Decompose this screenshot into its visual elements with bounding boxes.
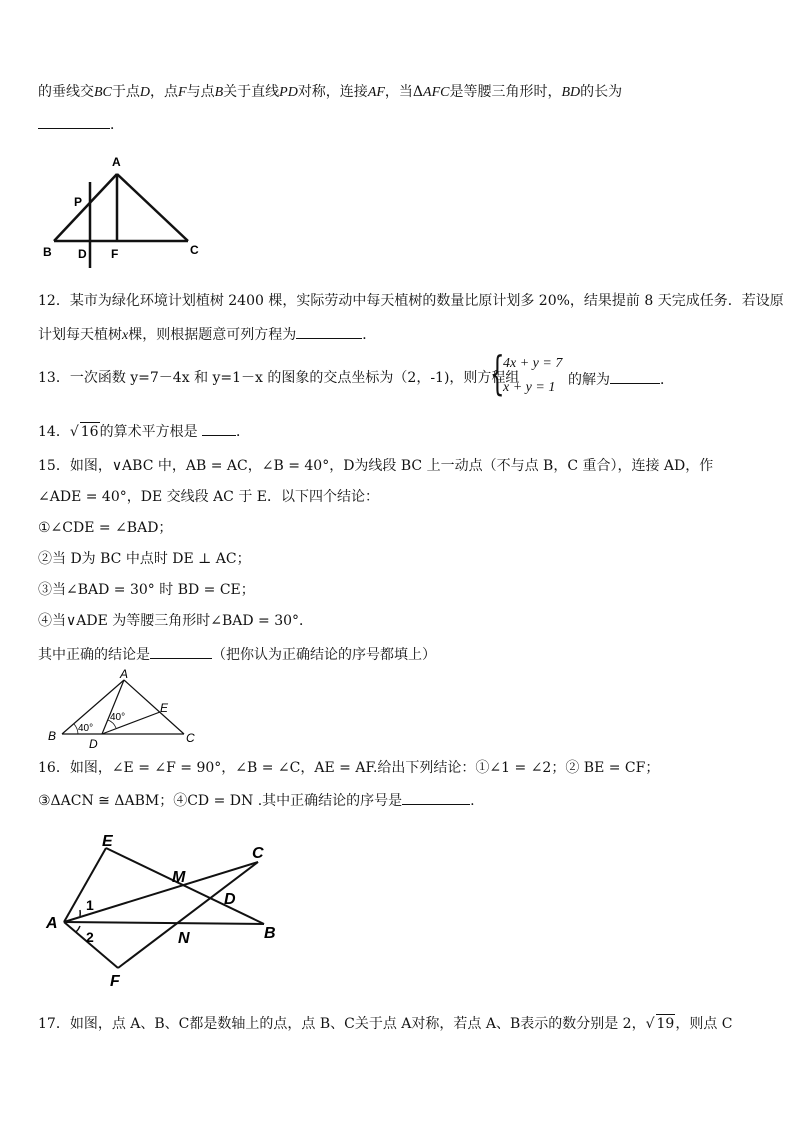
q11-b: B xyxy=(214,85,224,100)
q11-afc: AFC xyxy=(423,85,450,100)
q15-label-e: E xyxy=(160,701,169,715)
q15-conclusion-2: ②当 D为 BC 中点时 DE ⊥ AC； xyxy=(38,551,251,567)
q14-line xyxy=(38,421,250,441)
q15-label-c: C xyxy=(186,731,195,745)
q16-label-c: C xyxy=(252,845,264,862)
q16-label-d: D xyxy=(224,891,236,908)
q11-text xyxy=(38,83,622,102)
q12-end: ． xyxy=(362,327,377,343)
q11-pd: PD xyxy=(279,85,298,100)
q14-text: 的算术平方根是 xyxy=(99,424,198,440)
q16-line2 xyxy=(38,790,475,810)
q14-answer-blank[interactable] xyxy=(202,421,236,436)
q11-t5: 关于直线 xyxy=(223,84,280,100)
q16-answer-blank[interactable] xyxy=(402,790,470,805)
q11-answer-line xyxy=(38,114,124,134)
q12-line1: 12．某市为绿化环境计划植树 2400 棵，实际劳动中每天植树的数量比原计划多 20%，结果提前 8 天完成任务．若设原 xyxy=(38,293,784,309)
q11-label-b: B xyxy=(43,245,52,259)
q16-t: ③ΔACN ≅ ΔABM；④CD = DN .其中正确结论的序号是 xyxy=(38,793,403,809)
q11-bd: BD xyxy=(561,85,581,100)
q17-sqrt-sign: √ xyxy=(645,1016,655,1032)
q15-seg-ac xyxy=(124,680,184,734)
q15-answer-blank[interactable] xyxy=(150,644,212,659)
q12-t1: 计划每天植树 xyxy=(38,327,122,343)
q16-label-b: B xyxy=(264,925,276,942)
q11-t6: 对称，连接 xyxy=(297,84,368,100)
q17-t1: 17．如图，点 A、B、C都是数轴上的点，点 B、C关于点 A对称，若点 A、B表示的数分别是 2， xyxy=(38,1016,646,1032)
q16-label-f: F xyxy=(110,973,120,988)
q11-d: D xyxy=(139,85,151,100)
q13-text1: 13．一次函数 y=7－4x 和 y=1－x 的图象的交点坐标为（2，-1)，则方程组 xyxy=(38,370,520,386)
q13-brace: { xyxy=(490,346,505,400)
q11-label-f: F xyxy=(111,247,119,261)
q16-label-2: 2 xyxy=(86,929,94,945)
q13-tail xyxy=(568,369,674,389)
q11-answer-blank[interactable] xyxy=(38,114,110,129)
q15-conclusion-1: ①∠CDE = ∠BAD； xyxy=(38,520,173,536)
q17-line xyxy=(38,1014,733,1033)
q11-t1: 的垂线交 xyxy=(38,84,94,100)
q15-angle-d-label: 40° xyxy=(110,712,126,723)
q12-answer-blank[interactable] xyxy=(296,324,362,339)
q13-t2: 的解为 xyxy=(568,372,610,388)
q17-t2: ，则点 C xyxy=(675,1016,733,1032)
q12-t2: 棵，则根据题意可列方程为 xyxy=(128,327,297,343)
q15-label-a: A xyxy=(120,668,129,681)
q11-label-d: D xyxy=(78,247,87,261)
q11-seg-ac xyxy=(117,174,188,241)
q13-eq2: x + y = 1 xyxy=(503,380,556,395)
q14-radicand: 16 xyxy=(80,424,99,440)
q13-eq1: 4x + y = 7 xyxy=(503,356,563,371)
q16-figure xyxy=(40,828,290,988)
q14-end: ． xyxy=(236,424,251,440)
q15-conclusion-3: ③当∠BAD = 30° 时 BD = CE； xyxy=(38,582,255,598)
q17-radicand: 19 xyxy=(656,1016,675,1032)
q13-end: ． xyxy=(660,372,674,388)
q15-conclusion-4: ④当∨ADE 为等腰三角形时∠BAD = 30°． xyxy=(38,613,314,629)
q16-label-e: E xyxy=(102,833,113,850)
q11-t8: 是等腰三角形时， xyxy=(449,84,562,100)
q16-label-n: N xyxy=(178,930,190,947)
q15-prompt: 其中正确的结论是 xyxy=(38,647,150,663)
q11-label-p: P xyxy=(74,195,83,209)
q16-seg-fc xyxy=(118,862,258,968)
q16-label-1: 1 xyxy=(86,897,94,913)
q11-t2: 于点 xyxy=(111,84,140,100)
q13-answer-blank[interactable] xyxy=(610,369,660,384)
q16-line1: 16．如图，∠E = ∠F = 90°，∠B = ∠C，AE = AF.给出下列结论：①∠1 = ∠2；② BE = CF； xyxy=(38,760,660,776)
q11-figure xyxy=(38,150,208,272)
q11-bc: BC xyxy=(94,85,112,100)
q16-seg-ab xyxy=(64,922,264,924)
q11-t9: 的长为 xyxy=(580,84,623,100)
q14-sqrt-sign: √ xyxy=(69,424,79,440)
q15-label-b: B xyxy=(48,729,57,743)
q16-seg-eb xyxy=(106,848,264,924)
q11-t3: ，点 xyxy=(150,84,179,100)
q14-num: 14． xyxy=(38,424,70,440)
q16-end: . xyxy=(470,793,475,809)
q15-seg-ad xyxy=(102,680,124,734)
q11-label-a: A xyxy=(112,155,121,169)
q12-x: x xyxy=(122,328,129,343)
q16-label-m: M xyxy=(172,869,186,886)
q11-seg-ba xyxy=(54,174,117,241)
q11-t7: ，当Δ xyxy=(384,84,424,100)
q11-f: F xyxy=(178,85,187,100)
q15-line2: ∠ADE = 40°，DE 交线段 AC 于 E．以下四个结论： xyxy=(38,489,380,505)
q11-end: ． xyxy=(110,117,124,133)
q11-label-c: C xyxy=(190,243,199,257)
q15-hint: （把你认为正确结论的序号都填上） xyxy=(212,647,436,663)
q16-angle-2-arc xyxy=(76,926,80,932)
q15-angle-b-label: 40° xyxy=(78,723,94,734)
q15-figure xyxy=(42,668,212,752)
q15-line1: 15．如图，∨ABC 中，AB = AC，∠B = 40°，D为线段 BC 上一动点（不与点 B，C 重合），连接 AD，作 xyxy=(38,458,714,474)
q11-t4: 与点 xyxy=(186,84,215,100)
q16-label-a: A xyxy=(46,915,58,932)
q12-line2 xyxy=(38,324,376,345)
q15-label-d: D xyxy=(89,737,98,751)
q15-prompt-line xyxy=(38,644,436,664)
q11-af: AF xyxy=(367,85,385,100)
